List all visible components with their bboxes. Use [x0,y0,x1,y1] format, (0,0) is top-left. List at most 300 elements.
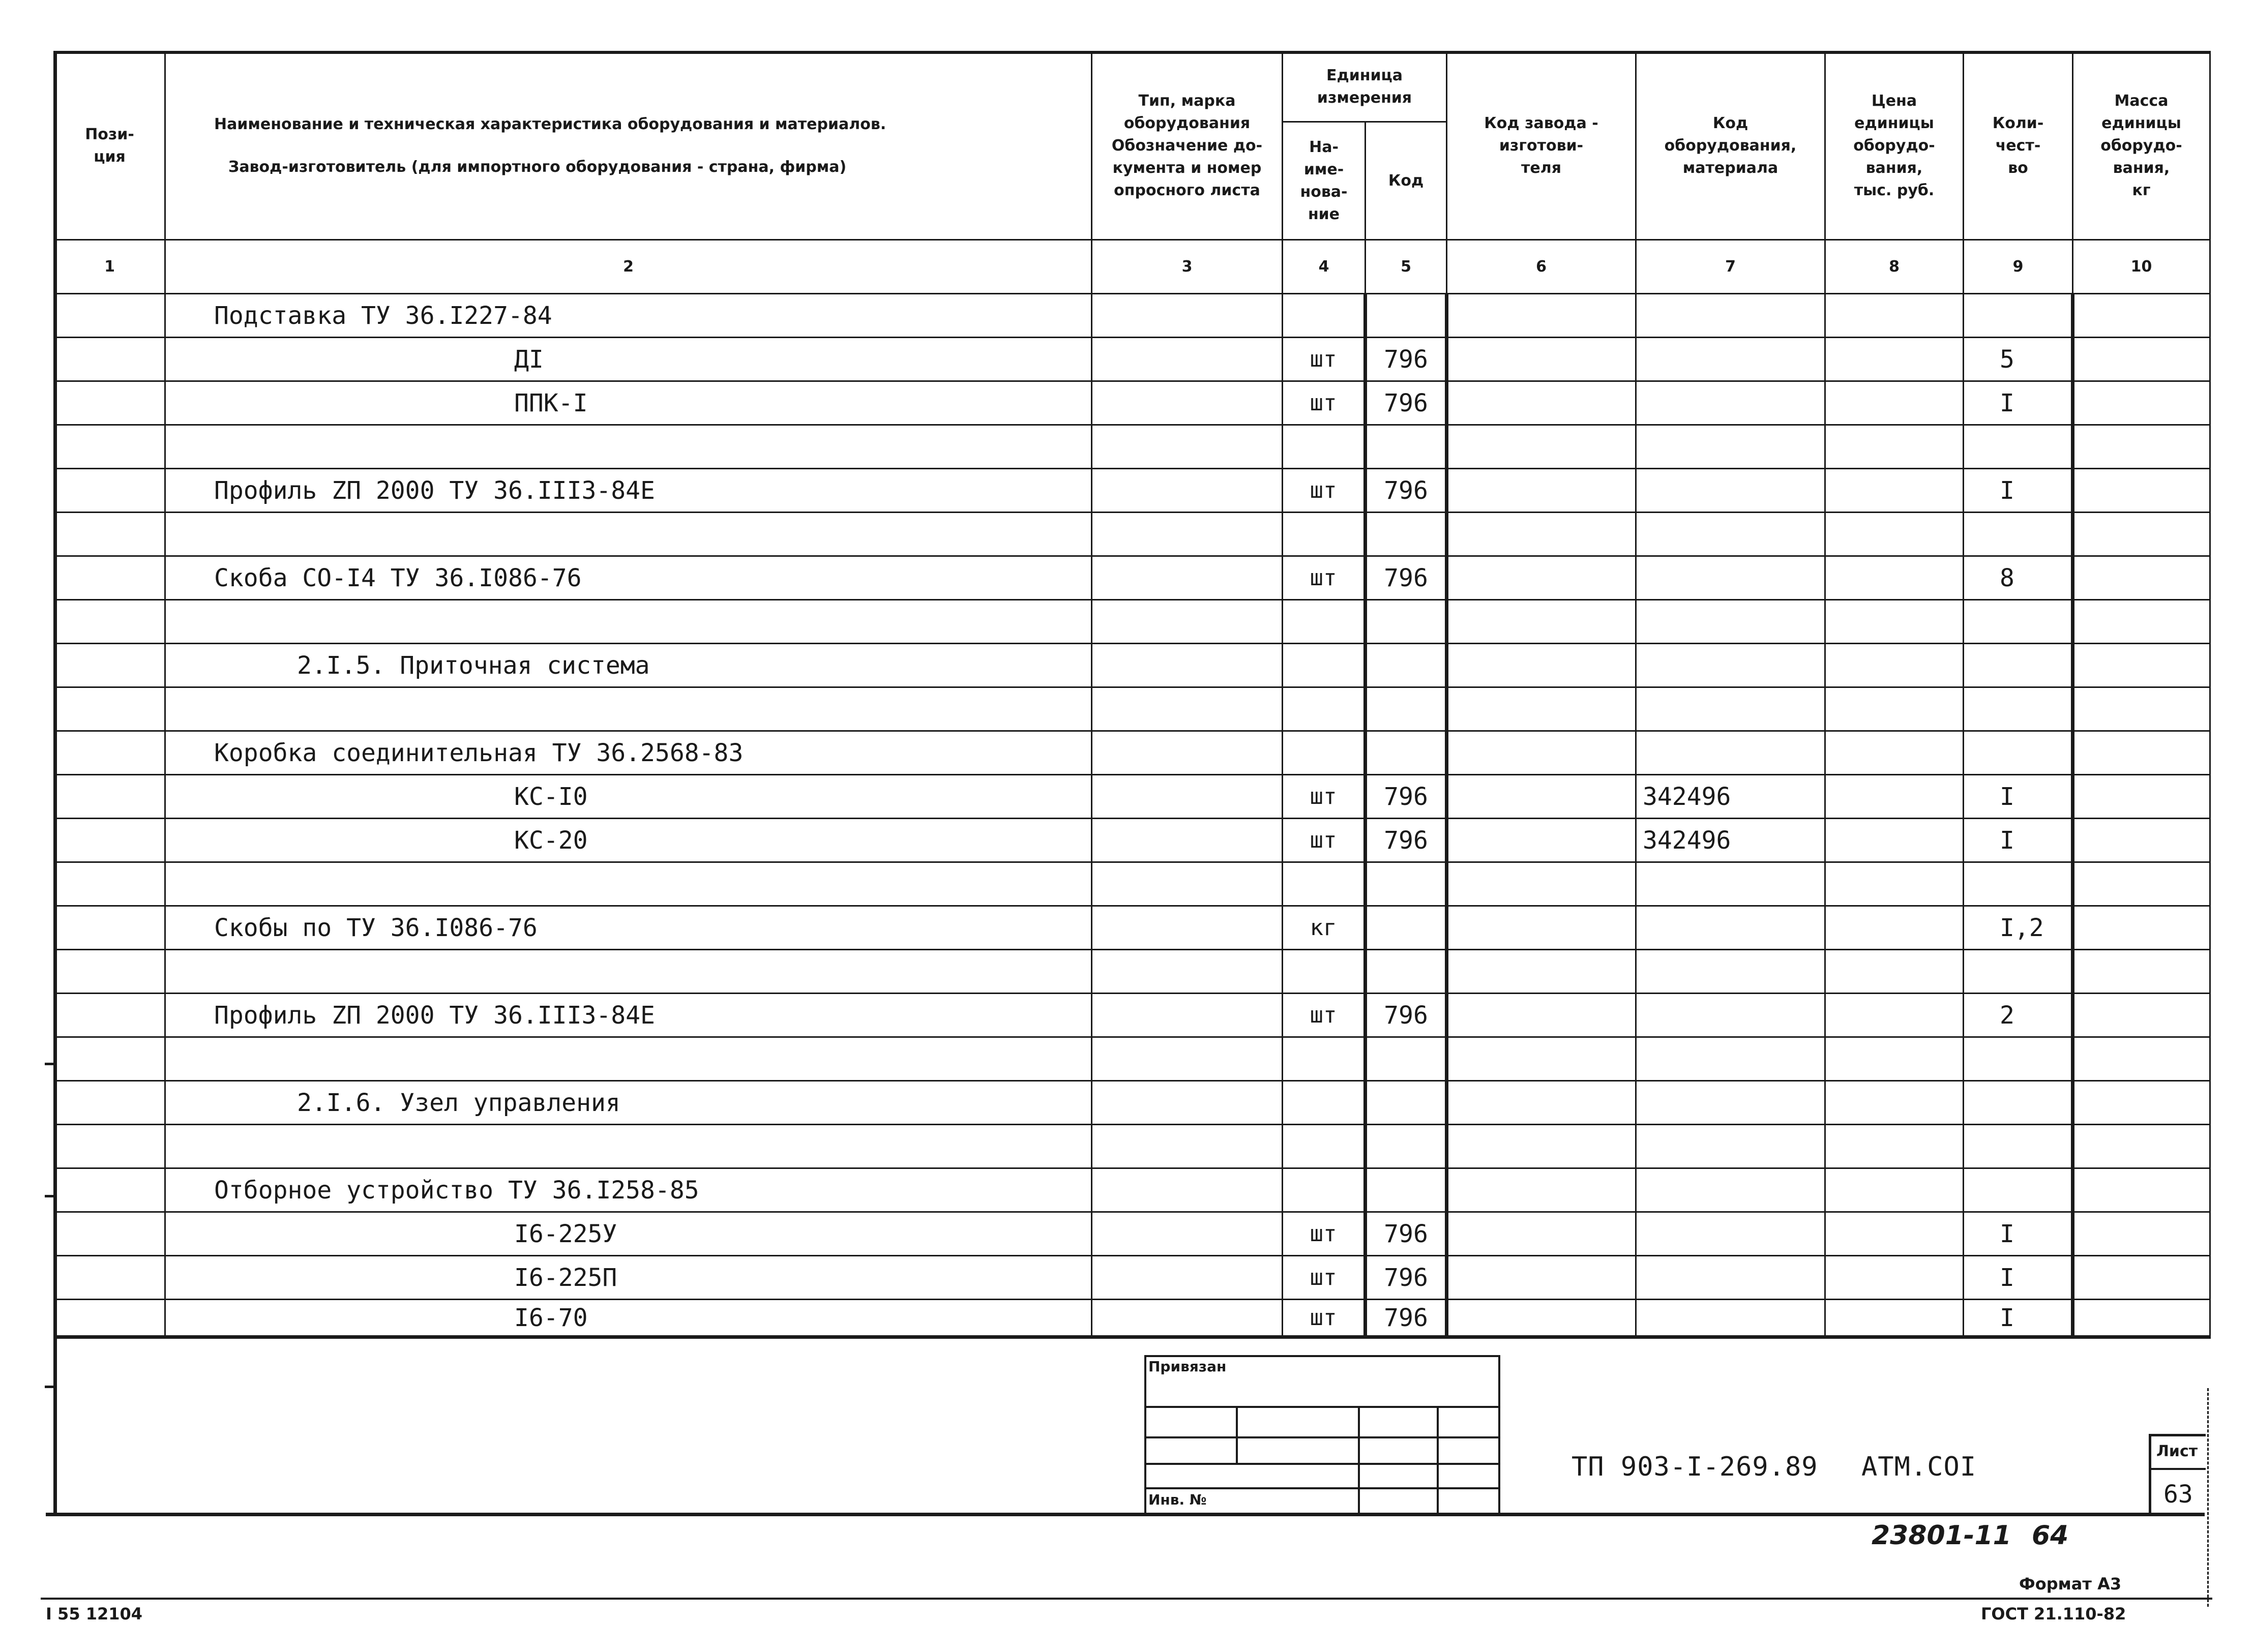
cell-factory-code [1447,950,1636,994]
page-number: 64 [2032,1520,2069,1551]
cell-price [1825,1212,1964,1256]
cell-material-code [1636,556,1825,600]
cell-unit-name: шт [1283,338,1366,381]
cell-factory-code [1447,513,1636,556]
cell-name: I6-225У [165,1212,1092,1256]
table-row [54,513,2210,556]
cell-position [54,994,165,1037]
stamp-inventory-label: Инв. № [1148,1491,1207,1508]
cell-quantity [1964,513,2073,556]
cell-unit-code [1366,1081,1447,1125]
cell-quantity: 8 [1964,556,2073,600]
cell-name [165,1125,1092,1168]
cell-mass [2073,819,2210,862]
cell-unit-name [1283,1168,1366,1212]
cell-unit-name: шт [1283,469,1366,513]
frame-bottom-line [46,1513,2205,1516]
cell-type [1092,381,1283,425]
cell-factory-code [1447,1300,1636,1337]
cell-mass [2073,1168,2210,1212]
cell-price [1825,1168,1964,1212]
table-row [54,994,2210,1037]
cell-quantity [1964,687,2073,731]
cell-unit-name: шт [1283,556,1366,600]
column-number: 4 [1283,240,1366,294]
cell-factory-code [1447,1125,1636,1168]
cell-type [1092,731,1283,775]
cell-price [1825,513,1964,556]
stamp-privyazan: Привязан [1148,1358,1227,1375]
cell-name: КС-I0 [165,775,1092,819]
cell-mass [2073,425,2210,469]
cell-factory-code [1447,600,1636,644]
cell-unit-code [1366,862,1447,906]
cell-position [54,556,165,600]
column-number: 7 [1636,240,1825,294]
cell-type [1092,862,1283,906]
cell-position [54,1300,165,1337]
cell-type [1092,1212,1283,1256]
cut-line [2207,1388,2210,1607]
cell-quantity [1964,1125,2073,1168]
cell-type [1092,513,1283,556]
header-unit-name: На- име- нова- ние [1283,122,1366,240]
cell-unit-code [1366,687,1447,731]
cell-unit-code [1366,294,1447,338]
cell-name: Отборное устройство ТУ 36.I258-85 [165,1168,1092,1212]
cell-factory-code [1447,1081,1636,1125]
header-name [165,52,1092,240]
cell-material-code: 342496 [1636,775,1825,819]
cell-factory-code [1447,731,1636,775]
cell-quantity [1964,1037,2073,1081]
cell-price [1825,338,1964,381]
table-row [54,1037,2210,1081]
cell-unit-name [1283,1125,1366,1168]
table-row [54,1256,2210,1300]
column-number: 8 [1825,240,1964,294]
cell-unit-code [1366,731,1447,775]
cell-factory-code [1447,556,1636,600]
approval-stamp [1144,1355,1500,1514]
cell-type [1092,819,1283,862]
cell-name [165,425,1092,469]
table-row [54,338,2210,381]
format-label: Формат А3 [2019,1574,2122,1594]
cell-factory-code [1447,1256,1636,1300]
column-number: 1 [54,240,165,294]
cell-price [1825,906,1964,950]
cell-quantity: 5 [1964,338,2073,381]
cell-mass [2073,1300,2210,1337]
cell-name: ППК-I [165,381,1092,425]
cell-material-code: 342496 [1636,819,1825,862]
table-row [54,381,2210,425]
cell-material-code [1636,950,1825,994]
cell-mass [2073,1125,2210,1168]
table-row [54,556,2210,600]
cell-unit-name [1283,731,1366,775]
cell-unit-name: шт [1283,775,1366,819]
cell-type [1092,644,1283,687]
cell-mass [2073,950,2210,994]
cell-quantity [1964,862,2073,906]
document-code: ТП 903-I-269.89 [1571,1452,1818,1482]
cell-factory-code [1447,775,1636,819]
cell-factory-code [1447,294,1636,338]
cell-position [54,819,165,862]
table-row [54,644,2210,687]
cell-name: ДI [165,338,1092,381]
header-type: Тип, марка оборудования Обозначение до- кумента и номер опросного листа [1092,52,1283,240]
cell-type [1092,294,1283,338]
cell-material-code [1636,862,1825,906]
cell-material-code [1636,687,1825,731]
cell-unit-code: 796 [1366,556,1447,600]
cell-unit-name: шт [1283,819,1366,862]
cell-type [1092,775,1283,819]
header-name-line1: Наименование и техническая характеристика оборудования и материалов. [214,115,886,133]
table-row [54,906,2210,950]
cell-unit-code: 796 [1366,994,1447,1037]
cell-type [1092,994,1283,1037]
cell-unit-code [1366,950,1447,994]
table-row [54,294,2210,338]
table-row [54,819,2210,862]
cell-price [1825,1037,1964,1081]
cell-quantity [1964,294,2073,338]
cell-unit-name [1283,1037,1366,1081]
cell-position [54,731,165,775]
cell-price [1825,294,1964,338]
cell-quantity [1964,1168,2073,1212]
cell-factory-code [1447,1168,1636,1212]
cell-price [1825,950,1964,994]
cell-type [1092,1081,1283,1125]
cell-material-code [1636,425,1825,469]
cell-factory-code [1447,687,1636,731]
cell-unit-code: 796 [1366,1256,1447,1300]
cell-unit-name [1283,513,1366,556]
sheet-label: Лист [2156,1443,2198,1460]
cell-price [1825,1081,1964,1125]
cell-position [54,1212,165,1256]
sheet-number-box [2149,1434,2206,1515]
cell-unit-name: шт [1283,381,1366,425]
cell-name: Профиль ZП 2000 ТУ 36.III3-84Е [165,994,1092,1037]
cell-unit-code [1366,600,1447,644]
cell-position [54,600,165,644]
cell-quantity: I,2 [1964,906,2073,950]
inventory-number: 23801-11 [1872,1520,2011,1551]
cell-position [54,950,165,994]
cell-price [1825,731,1964,775]
cell-unit-code: 796 [1366,469,1447,513]
cell-material-code [1636,513,1825,556]
cell-unit-name [1283,600,1366,644]
cell-price [1825,819,1964,862]
cell-quantity: I [1964,1212,2073,1256]
cell-material-code [1636,1037,1825,1081]
cell-factory-code [1447,1212,1636,1256]
cell-factory-code [1447,994,1636,1037]
cell-unit-code [1366,513,1447,556]
cell-material-code [1636,1300,1825,1337]
cell-mass [2073,338,2210,381]
cell-position [54,1081,165,1125]
cell-material-code [1636,381,1825,425]
header-unit-group: Единица измерения [1283,52,1447,122]
cell-material-code [1636,994,1825,1037]
document-mark: АТМ.COI [1861,1452,1977,1482]
cell-position [54,906,165,950]
cell-position [54,644,165,687]
header-unit-code: Код [1366,122,1447,240]
cell-name: Скоба СО-I4 ТУ 36.I086-76 [165,556,1092,600]
cell-quantity: I [1964,381,2073,425]
cell-unit-name [1283,644,1366,687]
cell-factory-code [1447,381,1636,425]
cell-position [54,1125,165,1168]
cell-unit-name: шт [1283,1256,1366,1300]
cell-quantity [1964,950,2073,994]
cell-type [1092,469,1283,513]
cell-name [165,600,1092,644]
cell-name: I6-70 [165,1300,1092,1337]
cell-quantity: I [1964,469,2073,513]
header-mass: Масса единицы оборудо- вания, кг [2073,52,2210,240]
cell-position [54,1256,165,1300]
cell-quantity [1964,644,2073,687]
gost-label: ГОСТ 21.110-82 [1981,1604,2126,1624]
cell-position [54,513,165,556]
table-row [54,469,2210,513]
cell-type [1092,1256,1283,1300]
cell-position [54,1168,165,1212]
cell-mass [2073,687,2210,731]
cell-mass [2073,644,2210,687]
cell-unit-code: 796 [1366,1212,1447,1256]
cell-mass [2073,1081,2210,1125]
cell-price [1825,687,1964,731]
cell-material-code [1636,1081,1825,1125]
cell-material-code [1636,731,1825,775]
cell-name [165,513,1092,556]
cell-unit-name [1283,294,1366,338]
cell-unit-code [1366,425,1447,469]
cell-name [165,1037,1092,1081]
table-row [54,1300,2210,1337]
sheet-number: 63 [2163,1480,2193,1509]
header-material-code: Код оборудования, материала [1636,52,1825,240]
cell-material-code [1636,1212,1825,1256]
cell-factory-code [1447,644,1636,687]
table-row [54,1081,2210,1125]
cell-mass [2073,294,2210,338]
header-price: Цена единицы оборудо- вания, тыс. руб. [1825,52,1964,240]
cell-mass [2073,1256,2210,1300]
cell-material-code [1636,1256,1825,1300]
cell-price [1825,994,1964,1037]
cell-type [1092,906,1283,950]
column-number: 9 [1964,240,2073,294]
cell-material-code [1636,906,1825,950]
column-number: 2 [165,240,1092,294]
cell-price [1825,556,1964,600]
cell-material-code [1636,1168,1825,1212]
column-number: 3 [1092,240,1283,294]
cell-unit-name [1283,425,1366,469]
cell-quantity [1964,600,2073,644]
left-code: I 55 12104 [46,1604,143,1624]
cell-price [1825,381,1964,425]
cell-type [1092,556,1283,600]
cell-name: КС-20 [165,819,1092,862]
cell-position [54,862,165,906]
specification-table [53,51,2211,1339]
footer-line [41,1598,2212,1600]
cell-price [1825,1300,1964,1337]
cell-price [1825,1125,1964,1168]
cell-unit-code: 796 [1366,819,1447,862]
cell-type [1092,600,1283,644]
cell-price [1825,775,1964,819]
cell-position [54,775,165,819]
cell-factory-code [1447,425,1636,469]
cell-price [1825,425,1964,469]
cell-type [1092,1125,1283,1168]
cell-quantity: I [1964,819,2073,862]
cell-mass [2073,994,2210,1037]
cell-material-code [1636,469,1825,513]
cell-unit-code: 796 [1366,775,1447,819]
column-number: 10 [2073,240,2210,294]
cell-type [1092,950,1283,994]
cell-unit-name: шт [1283,994,1366,1037]
cell-unit-code: 796 [1366,338,1447,381]
table-row [54,731,2210,775]
cell-mass [2073,600,2210,644]
cell-name: 2.I.6. Узел управления [165,1081,1092,1125]
table-row [54,862,2210,906]
cell-factory-code [1447,1037,1636,1081]
cell-unit-code [1366,644,1447,687]
cell-unit-code [1366,1125,1447,1168]
cell-name: 2.I.5. Приточная система [165,644,1092,687]
cell-position [54,338,165,381]
cell-material-code [1636,644,1825,687]
table-row [54,1168,2210,1212]
column-number: 5 [1366,240,1447,294]
cell-name [165,950,1092,994]
cell-price [1825,469,1964,513]
cell-position [54,381,165,425]
cell-material-code [1636,600,1825,644]
cell-name [165,687,1092,731]
cell-material-code [1636,294,1825,338]
table-row [54,425,2210,469]
cell-position [54,1037,165,1081]
cell-type [1092,1168,1283,1212]
cell-name: I6-225П [165,1256,1092,1300]
cell-position [54,469,165,513]
cell-mass [2073,1037,2210,1081]
cell-unit-name: шт [1283,1300,1366,1337]
cell-price [1825,600,1964,644]
cell-unit-code [1366,1168,1447,1212]
cell-quantity: 2 [1964,994,2073,1037]
cell-material-code [1636,1125,1825,1168]
edge-tick [45,1386,55,1388]
cell-name: Профиль ZП 2000 ТУ 36.III3-84Е [165,469,1092,513]
cell-position [54,425,165,469]
edge-tick [45,1063,55,1065]
cell-mass [2073,556,2210,600]
cell-factory-code [1447,819,1636,862]
cell-position [54,687,165,731]
cell-quantity: I [1964,1300,2073,1337]
cell-name [165,862,1092,906]
cell-mass [2073,513,2210,556]
cell-mass [2073,862,2210,906]
table-row [54,950,2210,994]
cell-position [54,294,165,338]
cell-type [1092,425,1283,469]
cell-factory-code [1447,338,1636,381]
cell-type [1092,687,1283,731]
cell-name: Подставка ТУ 36.I227-84 [165,294,1092,338]
cell-quantity: I [1964,775,2073,819]
cell-mass [2073,906,2210,950]
cell-unit-name [1283,687,1366,731]
cell-material-code [1636,338,1825,381]
edge-tick [45,1195,55,1197]
cell-type [1092,1300,1283,1337]
cell-mass [2073,469,2210,513]
table-row [54,1125,2210,1168]
table-row [54,600,2210,644]
cell-unit-code [1366,1037,1447,1081]
cell-factory-code [1447,469,1636,513]
cell-name: Коробка соединительная ТУ 36.2568-83 [165,731,1092,775]
column-number: 6 [1447,240,1636,294]
cell-unit-code: 796 [1366,381,1447,425]
cell-name: Скобы по ТУ 36.I086-76 [165,906,1092,950]
cell-mass [2073,1212,2210,1256]
header-factory-code: Код завода - изготови- теля [1447,52,1636,240]
header-position: Пози- ция [54,52,165,240]
table-row [54,687,2210,731]
cell-unit-name: шт [1283,1212,1366,1256]
cell-factory-code [1447,906,1636,950]
cell-unit-name [1283,950,1366,994]
table-row [54,1212,2210,1256]
cell-price [1825,862,1964,906]
cell-unit-code: 796 [1366,1300,1447,1337]
cell-quantity [1964,731,2073,775]
cell-quantity: I [1964,1256,2073,1300]
cell-mass [2073,381,2210,425]
cell-type [1092,338,1283,381]
cell-price [1825,644,1964,687]
table-row [54,775,2210,819]
header-quantity: Коли- чест- во [1964,52,2073,240]
cell-unit-name [1283,862,1366,906]
cell-type [1092,1037,1283,1081]
header-name-line2: Завод-изготовитель (для импортного оборудования - страна, фирма) [228,158,847,176]
cell-unit-name [1283,1081,1366,1125]
cell-quantity [1964,425,2073,469]
